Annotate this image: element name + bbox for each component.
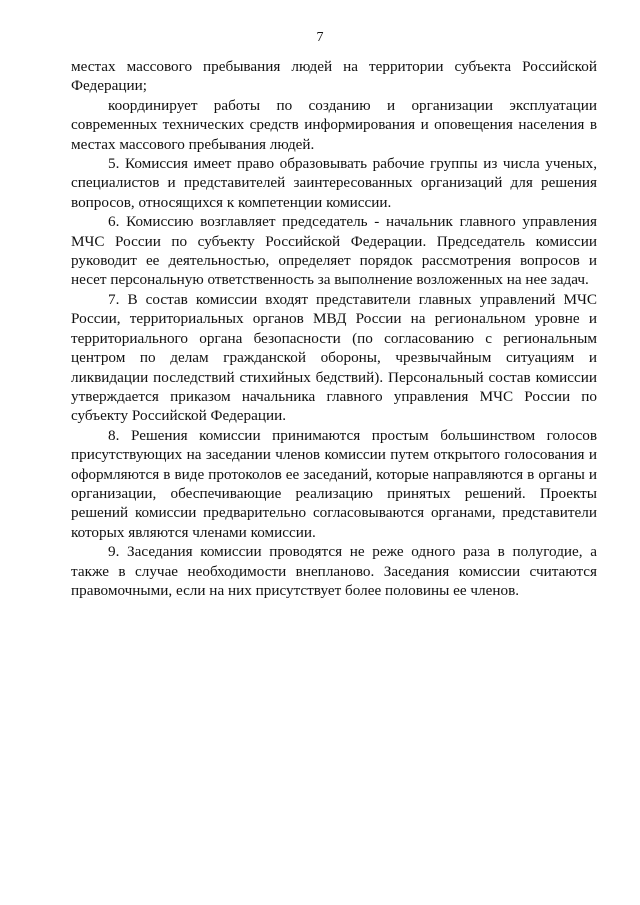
paragraph-item-7: 7. В состав комиссии входят представители главных управлений МЧС России, территориальных органов МВД России на региональном уровне и территориального органа безопасности (по согласованию с региональным центром по делам гражданской обороны, чрезвычайным ситуациям и ликвидации последствий стихийных бедствий). Персональный состав комиссии утверждается приказом начальника главного управления МЧС России по субъекту Российской Федерации. xyxy=(71,290,597,425)
document-body xyxy=(71,57,597,600)
paragraph-coordination-duty: координирует работы по созданию и организации эксплуатации современных технических средств информирования и оповещения населения в местах массового пребывания людей. xyxy=(71,96,597,153)
paragraph-item-8: 8. Решения комиссии принимаются простым большинством голосов присутствующих на заседании членов комиссии путем открытого голосования и оформляются в виде протоколов ее заседаний, которые направляются в органы и организации, обеспечивающие реализацию принятых решений. Проекты решений комиссии предварительно согласовываются органами, представители которых являются членами комиссии. xyxy=(71,426,597,541)
paragraph-item-5: 5. Комиссия имеет право образовывать рабочие группы из числа ученых, специалистов и представителей заинтересованных организаций для решения вопросов, относящихся к компетенции комиссии. xyxy=(71,155,597,211)
page-number: 7 xyxy=(316,30,324,45)
paragraph-item-6: 6. Комиссию возглавляет председатель - начальник главного управления МЧС России по субъекту Российской Федерации. Председатель комиссии руководит ее деятельностью, определяет порядок рассмотрения вопросов и несет персональную ответственность за выполнение возложенных на нее задач. xyxy=(71,213,597,289)
paragraph-item-9: 9. Заседания комиссии проводятся не реже одного раза в полугодие, а также в случае необходимости внепланово. Заседания комиссии считаются правомочными, если на них присутствует более половины ее членов. xyxy=(71,543,597,599)
paragraph-continuation: местах массового пребывания людей на территории субъекта Российской Федерации; xyxy=(71,58,597,95)
